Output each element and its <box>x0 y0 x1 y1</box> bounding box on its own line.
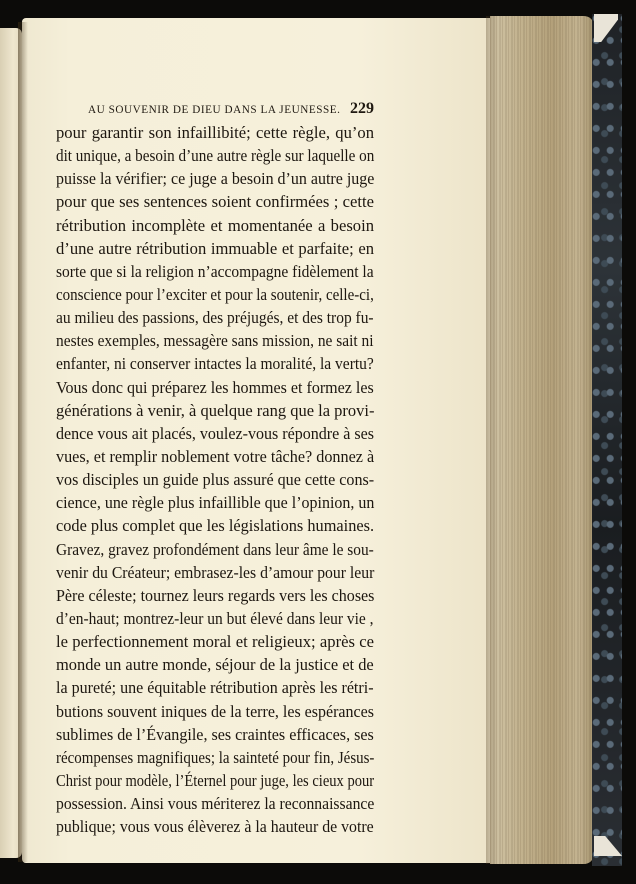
text-line: générations à venir, à quelque rang que la provi- <box>56 400 375 420</box>
text-line: monde un autre monde, séjour de la justice et de <box>56 655 374 675</box>
text-line: rétribution incomplète et momentanée a besoin <box>56 215 374 235</box>
text-line: au milieu des passions, des préjugés, et des trop fu- <box>56 308 374 328</box>
text-line: vues, et remplir noblement votre tâche? donnez à <box>56 446 375 466</box>
text-line: Père céleste; tournez leurs regards vers les choses <box>56 585 375 605</box>
page-header <box>88 100 374 120</box>
text-line: cience, une règle plus infaillible que l’opinion, un <box>56 493 375 513</box>
page-block-fore-edge <box>490 16 594 864</box>
text-line: sublimes de l’Évangile, ses craintes efficaces, ses <box>56 724 374 744</box>
text-line: enfanter, ni conserver intactes la moralité, la vertu? <box>56 354 374 374</box>
text-line: d’une autre rétribution immuable et parfaite; en <box>56 238 374 258</box>
text-line: Vous donc qui préparez les hommes et formez les <box>56 377 374 397</box>
text-line: publique; vous vous élèverez à la hauteur de votre <box>56 817 374 837</box>
text-line: Gravez, gravez profondément dans leur âme le sou- <box>56 539 374 559</box>
marbled-cover-edge <box>592 14 622 866</box>
text-line: d’en-haut; montrez-leur un but élevé dans leur vie , <box>56 608 374 628</box>
text-line: sorte que si la religion n’accompagne fidèlement la <box>56 261 374 281</box>
text-line: conscience pour l’exciter et pour la soutenir, celle-ci, <box>56 284 374 304</box>
text-line: nestes exemples, messagère sans mission, ne sait ni <box>56 331 374 351</box>
text-line: récompenses magnifiques; la sainteté pour fin, Jésus- <box>56 747 375 767</box>
text-line: puisse la vérifier; ce juge a besoin d’un autre juge <box>56 169 375 189</box>
body-text <box>56 121 374 838</box>
page-number: 229 <box>350 100 374 117</box>
text-line: pour garantir son infaillibité; cette règle, qu’on <box>56 123 374 142</box>
text-line: Christ pour modèle, l’Éternel pour juge, les cieux pour <box>56 770 375 790</box>
text-line: possession. Ainsi vous mériterez la reconnaissance <box>56 794 375 814</box>
text-line: butions souvent iniques de la terre, les espérances <box>56 701 374 721</box>
fore-edge-shadow <box>486 16 498 864</box>
text-line: code plus complet que les législations humaines. <box>56 516 375 536</box>
text-line: le perfectionnement moral et religieux; après ce <box>56 632 374 652</box>
text-line: venir du Créateur; embrasez-les d’amour pour leur <box>56 562 375 582</box>
text-line: vos disciples un guide plus assuré que cette cons- <box>56 470 375 490</box>
text-line: dence vous ait placés, voulez-vous répondre à ses <box>56 423 374 443</box>
gutter-shadow <box>18 22 28 862</box>
text-line: dit unique, a besoin d’une autre règle sur laquelle on <box>56 146 375 166</box>
text-line: la pureté; une équitable rétribution après les rétri- <box>56 678 374 698</box>
text-line: pour que ses sentences soient confirmées ; cette <box>56 192 374 212</box>
running-head: AU SOUVENIR DE DIEU DANS LA JEUNESSE. <box>88 104 341 116</box>
